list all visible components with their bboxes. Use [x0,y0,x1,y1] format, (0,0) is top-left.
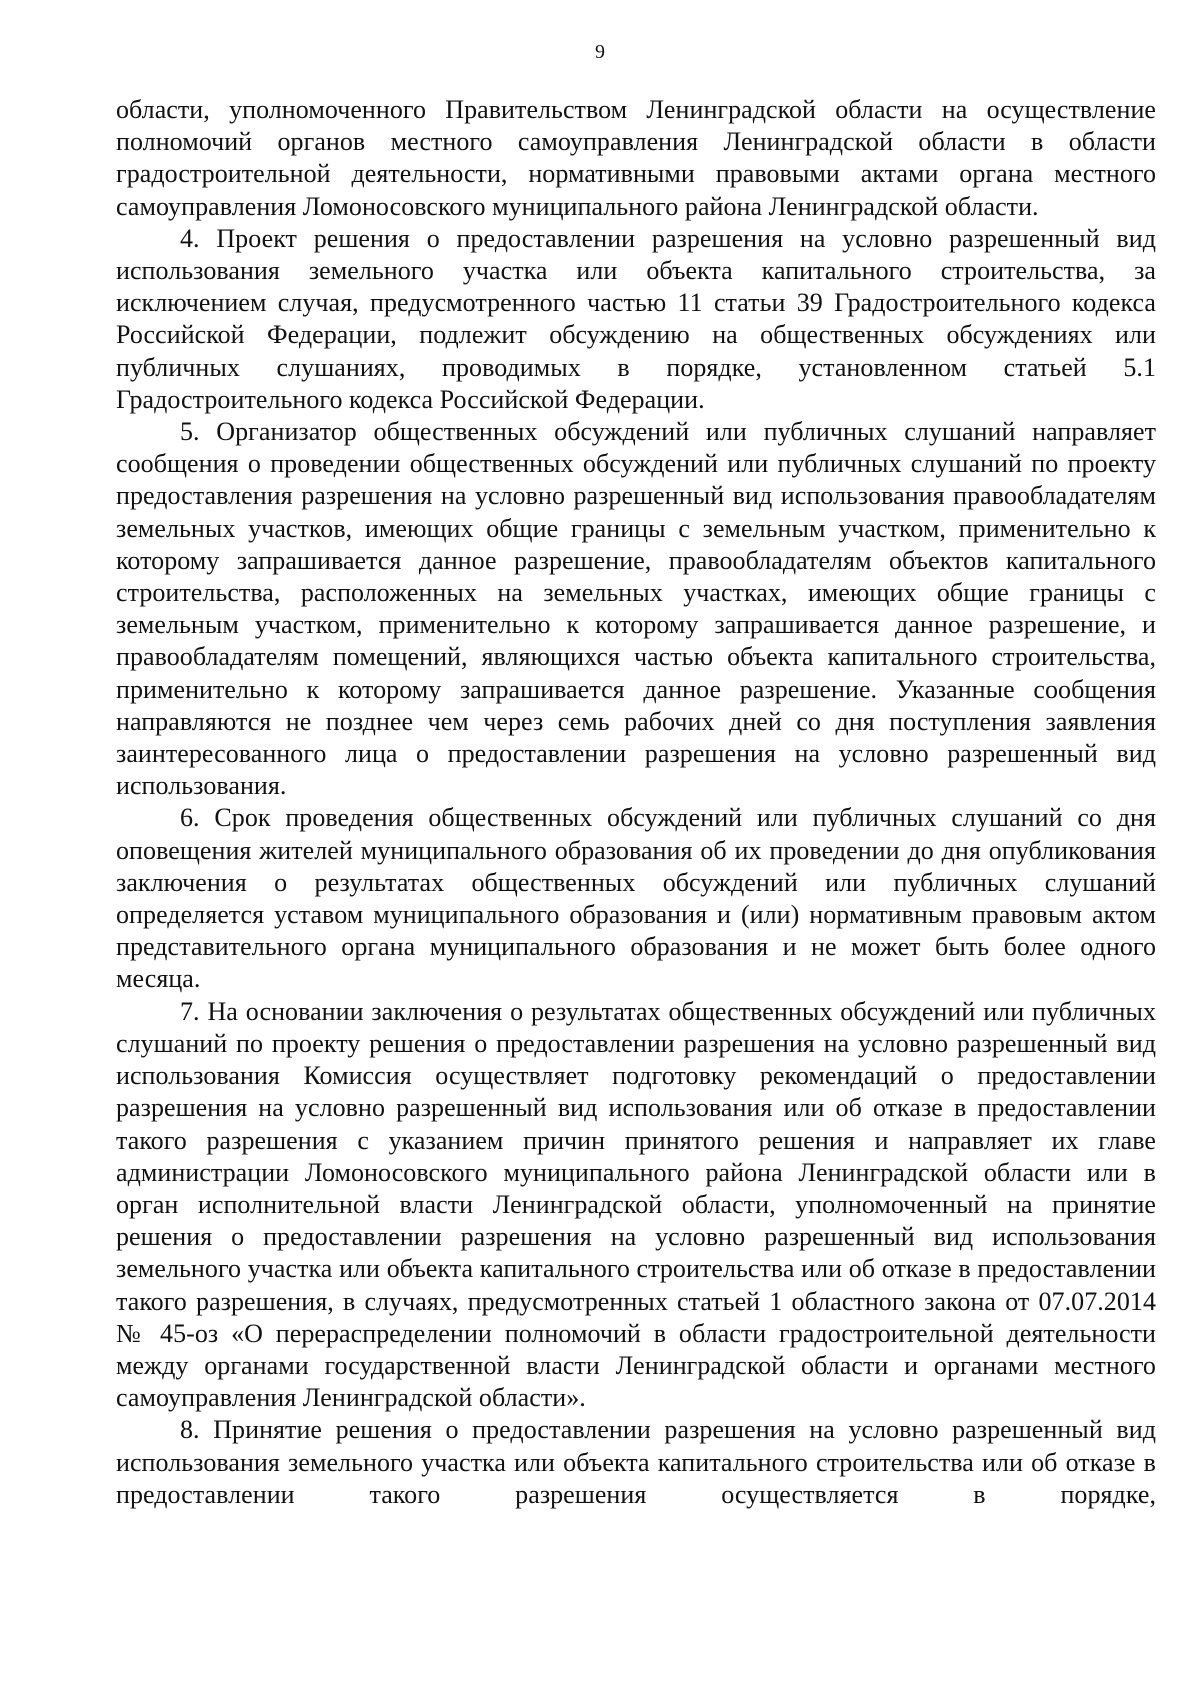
paragraph-item-4: 4. Проект решения о предоставлении разрешения на условно разрешенный вид использования земельного участка или объекта капитального строительства, за исключением случая, предусмотренного частью 11 статьи 39 Градостроительного кодекса Российской Федерации, подлежит обсуждению на общественных обсуждениях или публичных слушаниях, проводимых в порядке, установленном статьей 5.1 Градостроительного кодекса Российской Федерации. [116,223,1156,414]
paragraph-item-7: 7. На основании заключения о результатах общественных обсуждений или публичных слушаний по проекту решения о предоставлении разрешения на условно разрешенный вид использования Комиссия осуществляет подготовку рекомендаций о предоставлении разрешения на условно разрешенный вид использования или об отказе в предоставлении такого разрешения с указанием причин принятого решения и направляет их главе администрации Ломоносовского муниципального района Ленинградской области или в орган исполнительной власти Ленинградской области, уполномоченный на принятие решения о предоставлении разрешения на условно разрешенный вид использования земельного участка или объекта капитального строительства или об отказе в предоставлении такого разрешения, в случаях, предусмотренных статьей 1 областного закона от 07.07.2014 № 45-оз «О перераспределении полномочий в области градостроительной деятельности между органами государственной власти Ленинградской области и органами местного самоуправления Ленинградской области». [116,996,1156,1413]
page-number: 9 [595,41,605,63]
paragraph-item-8: 8. Принятие решения о предоставлении разрешения на условно разрешенный вид использования земельного участка или объекта капитального строительства или об отказе в предоставлении такого разрешения осуществляется в порядке, [116,1415,1156,1509]
paragraph-item-6: 6. Срок проведения общественных обсуждений или публичных слушаний со дня оповещения жителей муниципального образования об их проведении до дня опубликования заключения о результатах общественных обсуждений или публичных слушаний определяется уставом муниципального образования и (или) нормативным правовым актом представительного органа муниципального образования и не может быть более одного месяца. [116,803,1156,994]
paragraph-continuation: области, уполномоченного Правительством Ленинградской области на осуществление полномочий органов местного самоуправления Ленинградской области в области градостроительной деятельности, нормативными правовыми актами органа местного самоуправления Ломоносовского муниципального района Ленинградской области. [116,95,1156,221]
paragraph-item-5: 5. Организатор общественных обсуждений или публичных слушаний направляет сообщения о проведении общественных обсуждений или публичных слушаний по проекту предоставления разрешения на условно разрешенный вид использования правообладателям земельных участков, имеющих общие границы с земельным участком, применительно к которому запрашивается данное разрешение, правообладателям объектов капитального строительства, расположенных на земельных участках, имеющих общие границы с земельным участком, применительно к которому запрашивается данное разрешение, и правообладателям помещений, являющихся частью объекта капитального строительства, применительно к которому запрашивается данное разрешение. Указанные сообщения направляются не позднее чем через семь рабочих дней со дня поступления заявления заинтересованного лица о предоставлении разрешения на условно разрешенный вид использования. [116,417,1156,801]
document-body [116,94,1156,1511]
